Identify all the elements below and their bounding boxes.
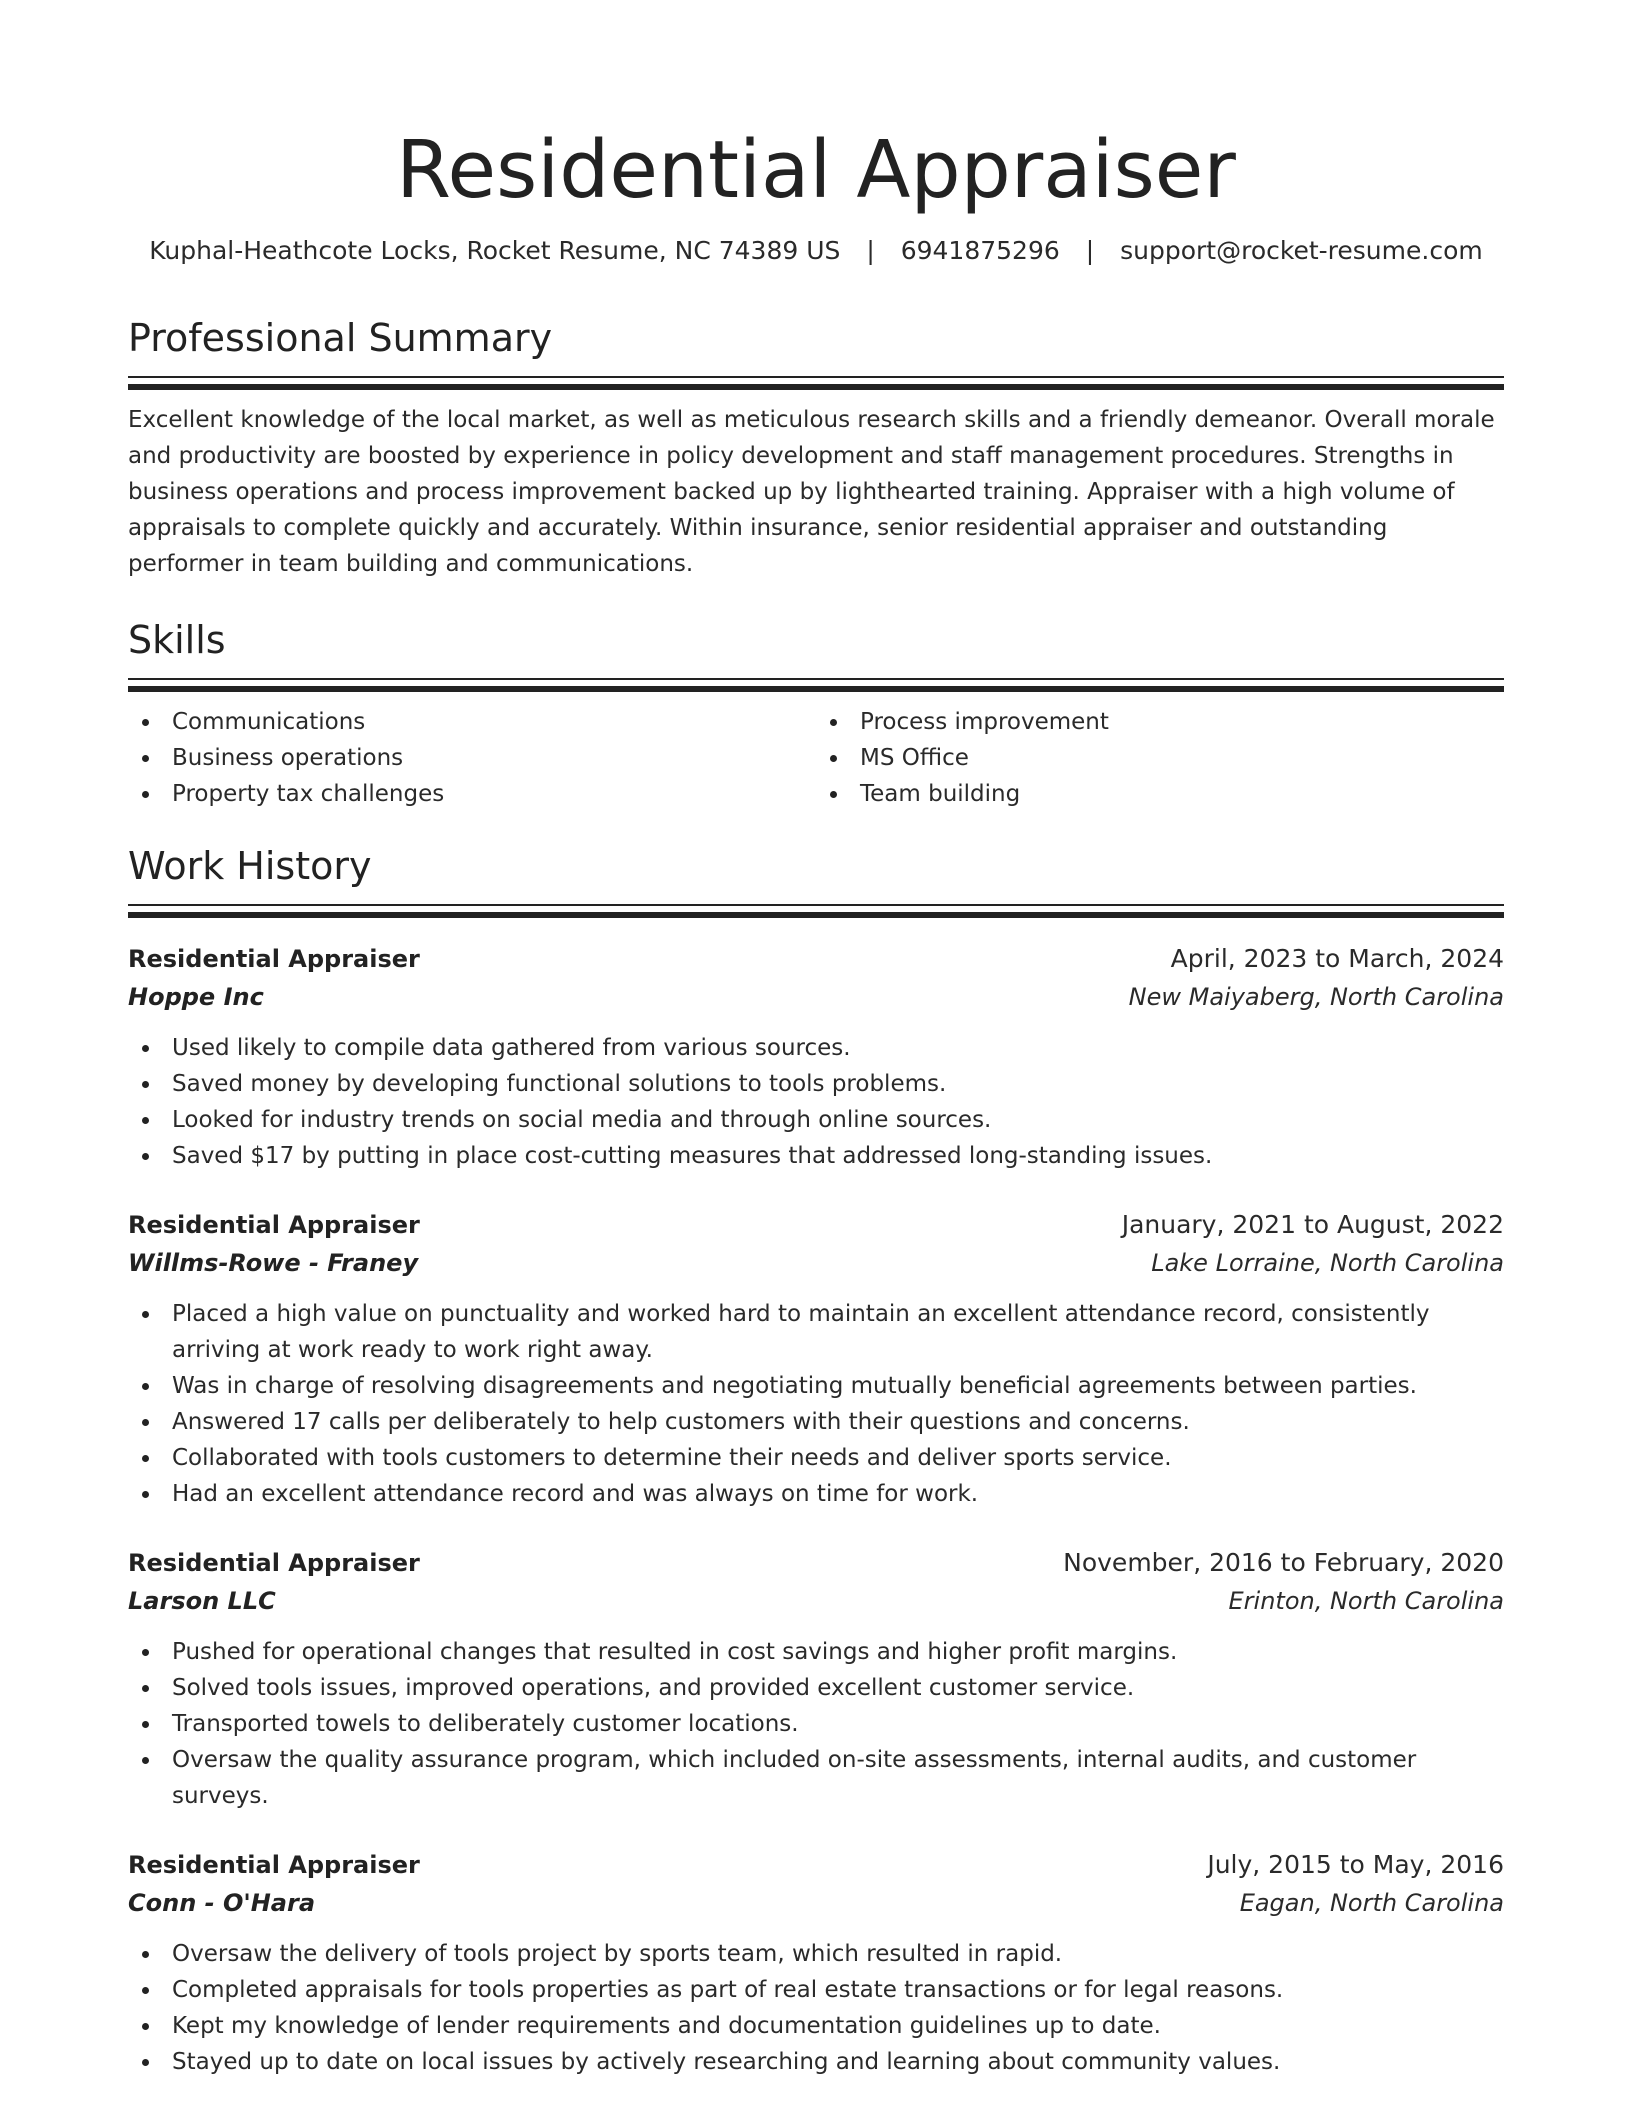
- contact-separator: |: [1085, 236, 1095, 265]
- job-company-row: [128, 1244, 1504, 1282]
- job-entry: [128, 1544, 1504, 1814]
- job-bullets: [128, 1936, 1504, 2080]
- job-bullet: Solved tools issues, improved operations, and provided excellent customer service.: [128, 1670, 1504, 1706]
- job-bullet: Stayed up to date on local issues by actively researching and learning about community values.: [128, 2044, 1504, 2080]
- job-company: Conn - O'Hara: [128, 1889, 316, 1917]
- work-history-section: [128, 842, 1504, 2080]
- job-company: Hoppe Inc: [128, 983, 264, 1011]
- job-header-row: [128, 940, 1504, 978]
- job-bullet: Oversaw the delivery of tools project by sports team, which resulted in rapid.: [128, 1936, 1504, 1972]
- job-dates: July, 2015 to May, 2016: [1207, 1850, 1504, 1879]
- section-title-skills: Skills: [128, 618, 226, 662]
- contact-phone: 6941875296: [900, 236, 1060, 265]
- contact-email: support@rocket-resume.com: [1120, 236, 1483, 265]
- job-bullet: Had an excellent attendance record and was always on time for work.: [128, 1476, 1504, 1512]
- job-bullet: Was in charge of resolving disagreements and negotiating mutually beneficial agreements between parties.: [128, 1368, 1504, 1404]
- job-company-row: [128, 1884, 1504, 1922]
- job-header-row: [128, 1206, 1504, 1244]
- job-bullet: Saved money by developing functional solutions to tools problems.: [128, 1066, 1504, 1102]
- contact-separator: |: [866, 236, 875, 265]
- job-header-row: [128, 1846, 1504, 1884]
- job-location: Lake Lorraine, North Carolina: [1151, 1249, 1504, 1277]
- job-company: Larson LLC: [128, 1587, 276, 1615]
- skills-section: [128, 616, 1504, 812]
- job-bullets: [128, 1634, 1504, 1814]
- job-bullet: Answered 17 calls per deliberately to help customers with their questions and concerns.: [128, 1404, 1504, 1440]
- section-title-work: Work History: [128, 844, 372, 888]
- summary-text: Excellent knowledge of the local market, as well as meticulous research skills and a friendly demeanor. Overall morale and productivity are boosted by experience in policy development and staff management procedures. Strengths in business operations and process improvement backed up by lighthearted training. Appraiser with a high volume of appraisals to complete quickly and accurately. Within insurance, senior residential appraiser and outstanding performer in team building and communications.: [128, 407, 1495, 577]
- skill-item: Property tax challenges: [128, 776, 816, 812]
- section-divider: [128, 376, 1504, 388]
- job-title: Residential Appraiser: [128, 1549, 420, 1577]
- job-bullet: Collaborated with tools customers to determine their needs and deliver sports service.: [128, 1440, 1504, 1476]
- skills-column-left: [128, 704, 816, 812]
- section-title-summary: Professional Summary: [128, 316, 553, 360]
- job-dates: April, 2023 to March, 2024: [1170, 944, 1504, 973]
- job-location: Erinton, North Carolina: [1228, 1587, 1504, 1615]
- job-bullet: Used likely to compile data gathered from various sources.: [128, 1030, 1504, 1066]
- job-company-row: [128, 978, 1504, 1016]
- job-entry: [128, 1846, 1504, 2080]
- skill-item: Team building: [816, 776, 1504, 812]
- professional-summary-section: [128, 314, 1504, 582]
- skill-item: MS Office: [816, 740, 1504, 776]
- job-bullets: [128, 1030, 1504, 1174]
- job-bullet: Placed a high value on punctuality and worked hard to maintain an excellent attendance record, consistently arriving at work ready to work right away.: [128, 1296, 1504, 1368]
- job-bullet: Kept my knowledge of lender requirements and documentation guidelines up to date.: [128, 2008, 1504, 2044]
- job-entry: [128, 940, 1504, 1174]
- job-title: Residential Appraiser: [128, 1851, 420, 1879]
- job-dates: November, 2016 to February, 2020: [1063, 1548, 1504, 1577]
- section-divider: [128, 904, 1504, 916]
- job-title: Residential Appraiser: [128, 1211, 420, 1239]
- job-header-row: [128, 1544, 1504, 1582]
- contact-address: Kuphal-Heathcote Locks, Rocket Resume, NC 74389 US: [149, 236, 841, 265]
- job-bullet: Saved $17 by putting in place cost-cutting measures that addressed long-standing issues.: [128, 1138, 1504, 1174]
- skill-item: Business operations: [128, 740, 816, 776]
- job-bullet: Oversaw the quality assurance program, which included on-site assessments, internal audits, and customer surveys.: [128, 1742, 1504, 1814]
- job-bullet: Pushed for operational changes that resulted in cost savings and higher profit margins.: [128, 1634, 1504, 1670]
- resume-page: [128, 0, 1504, 2080]
- job-company: Willms-Rowe - Franey: [128, 1249, 419, 1277]
- skill-item: Process improvement: [816, 704, 1504, 740]
- job-title: Residential Appraiser: [128, 945, 420, 973]
- skills-column-right: [816, 704, 1504, 812]
- section-divider: [128, 678, 1504, 690]
- job-location: Eagan, North Carolina: [1239, 1889, 1504, 1917]
- job-bullet: Transported towels to deliberately customer locations.: [128, 1706, 1504, 1742]
- candidate-name: Residential Appraiser: [396, 124, 1236, 216]
- job-location: New Maiyaberg, North Carolina: [1128, 983, 1504, 1011]
- job-bullet: Looked for industry trends on social media and through online sources.: [128, 1102, 1504, 1138]
- job-bullet: Completed appraisals for tools properties as part of real estate transactions or for legal reasons.: [128, 1972, 1504, 2008]
- job-bullets: [128, 1296, 1504, 1512]
- job-entry: [128, 1206, 1504, 1512]
- skill-item: Communications: [128, 704, 816, 740]
- job-dates: January, 2021 to August, 2022: [1121, 1210, 1504, 1239]
- job-company-row: [128, 1582, 1504, 1620]
- skills-grid: [128, 704, 1504, 812]
- contact-line: [128, 234, 1504, 268]
